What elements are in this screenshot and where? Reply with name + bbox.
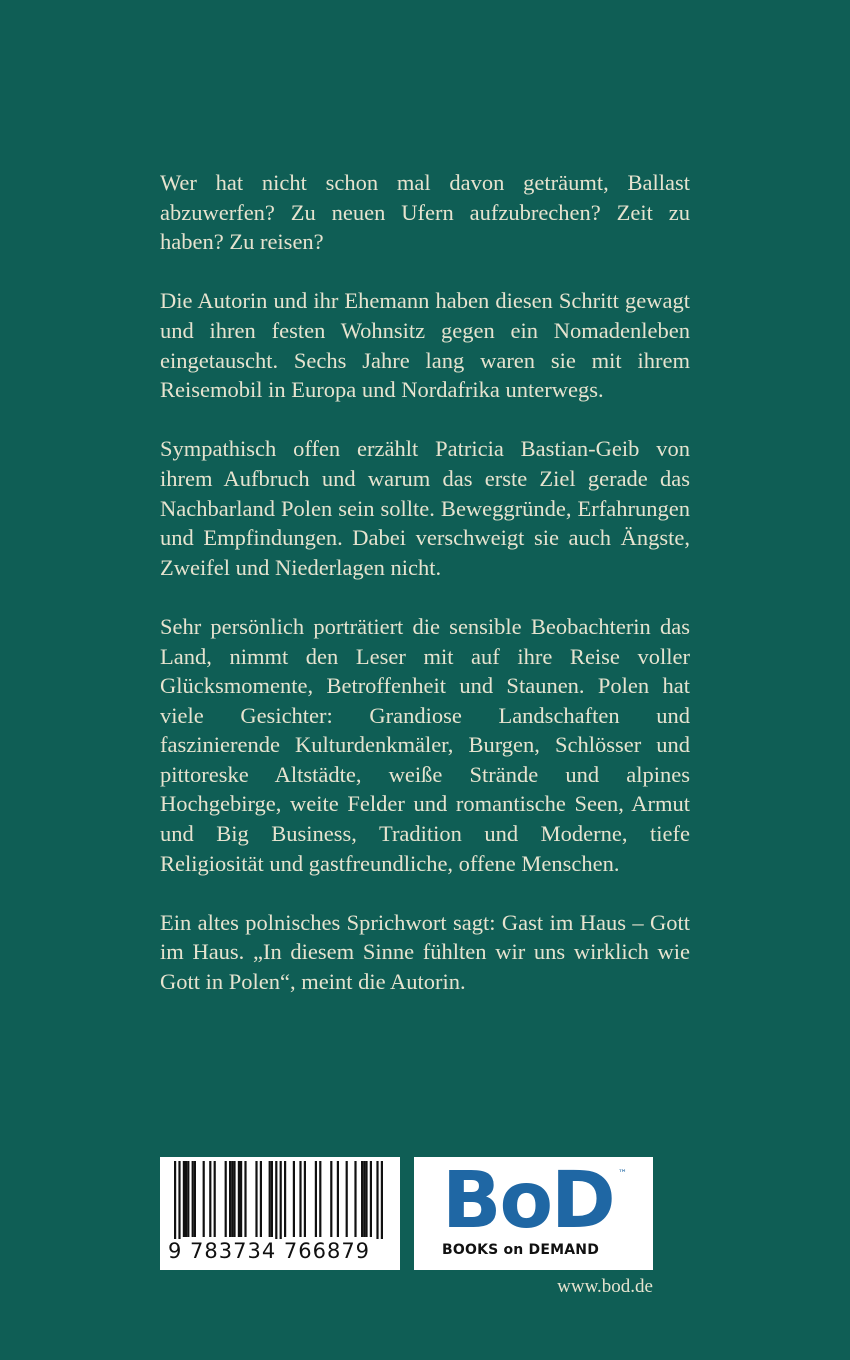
barcode-bar <box>284 1161 286 1237</box>
barcode-bar <box>209 1161 211 1237</box>
blurb-paragraph-1: Wer hat nicht schon mal davon geträumt, Ballast abzuwerfen? Zu neuen Ufern aufzubrechen? Zeit zu haben? Zu reisen? <box>160 170 690 255</box>
barcode-bar <box>315 1161 317 1237</box>
back-cover-blurb <box>160 168 690 1026</box>
barcode-bar <box>260 1161 262 1237</box>
trademark-mark: ™ <box>618 1169 627 1179</box>
isbn-digits: 9 783734 766879 <box>168 1239 371 1263</box>
barcode-bar <box>280 1161 282 1239</box>
barcode-bar <box>381 1161 383 1239</box>
barcode-bar <box>194 1161 196 1237</box>
blurb-paragraph-5: Ein altes polnisches Sprichwort sagt: Gast im Haus – Gott im Haus. „In diesem Sinne fühlten wir uns wirklich wie Gott in Polen“, meint die Autorin. <box>160 909 690 995</box>
barcode-bar <box>337 1161 339 1237</box>
barcode-bar <box>229 1161 231 1237</box>
barcode-bar <box>275 1161 277 1239</box>
barcode-bar <box>225 1161 227 1237</box>
barcode-bar <box>240 1161 242 1237</box>
barcode-bar <box>293 1161 295 1237</box>
barcode-bar <box>214 1161 216 1237</box>
isbn-barcode <box>160 1157 400 1270</box>
barcode-bar <box>271 1161 273 1237</box>
bod-logo-text: BoD <box>442 1156 614 1246</box>
publisher-website: www.bod.de <box>557 1276 653 1297</box>
barcode-bar <box>269 1161 271 1237</box>
barcode-bar <box>187 1161 189 1237</box>
barcode-bars <box>160 1157 400 1239</box>
barcode-bar <box>365 1161 367 1237</box>
barcode-bar <box>361 1161 363 1237</box>
blurb-paragraph-3: Sympathisch offen erzählt Patricia Bastian-Geib von ihrem Aufbruch und warum das erste Ziel gerade das Nachbarland Polen sein sollte. Beweggründe, Erfahrungen und Empfindungen. Dabei verschweigt sie auch Ängste, Zweifel und Niederlagen nicht. <box>160 436 690 580</box>
barcode-bar <box>238 1161 240 1237</box>
barcode-bar <box>244 1161 246 1237</box>
blurb-paragraph-4: Sehr persönlich porträtiert die sensible Beobachterin das Land, nimmt den Leser mit auf ihre Reise voller Glücksmomente, Betroffenheit und Staunen. Polen hat viele Gesichter: Grandiose Landschaften und faszinierende Kulturdenkmäler, Burgen, Schlösser und pittoreske Altstädte, weiße Strände und alpines Hochgebirge, weite Felder und romantische Seen, Armut und Big Business, Tradition und Moderne, tiefe Religiosität und gastfreundliche, offene Menschen. <box>160 613 690 876</box>
publisher-logo <box>414 1157 653 1270</box>
barcode-bar <box>346 1161 348 1237</box>
barcode-bar <box>319 1161 321 1237</box>
barcode-bar <box>192 1161 194 1237</box>
barcode-bar <box>203 1161 205 1237</box>
barcode-bar <box>255 1161 257 1237</box>
barcode-bar <box>354 1161 356 1237</box>
blurb-paragraph-2: Die Autorin und ihr Ehemann haben diesen Schritt gewagt und ihren festen Wohnsitz gegen ein Nomadenleben eingetauscht. Sechs Jahre lang waren sie mit ihrem Reisemobil in Europa und Nordafrika unterwegs. <box>160 288 690 403</box>
barcode-bar <box>233 1161 235 1237</box>
barcode-bar <box>330 1161 332 1237</box>
barcode-bar <box>304 1161 306 1237</box>
barcode-bar <box>178 1161 180 1239</box>
barcode-bar <box>370 1161 372 1237</box>
barcode-bar <box>231 1161 233 1237</box>
barcode-bar <box>376 1161 378 1239</box>
barcode-bar <box>183 1161 185 1237</box>
bod-tagline: BOOKS on DEMAND <box>442 1242 600 1258</box>
barcode-bar <box>299 1161 301 1237</box>
barcode-bar <box>174 1161 176 1239</box>
barcode-bar <box>185 1161 187 1237</box>
barcode-bar <box>363 1161 365 1237</box>
